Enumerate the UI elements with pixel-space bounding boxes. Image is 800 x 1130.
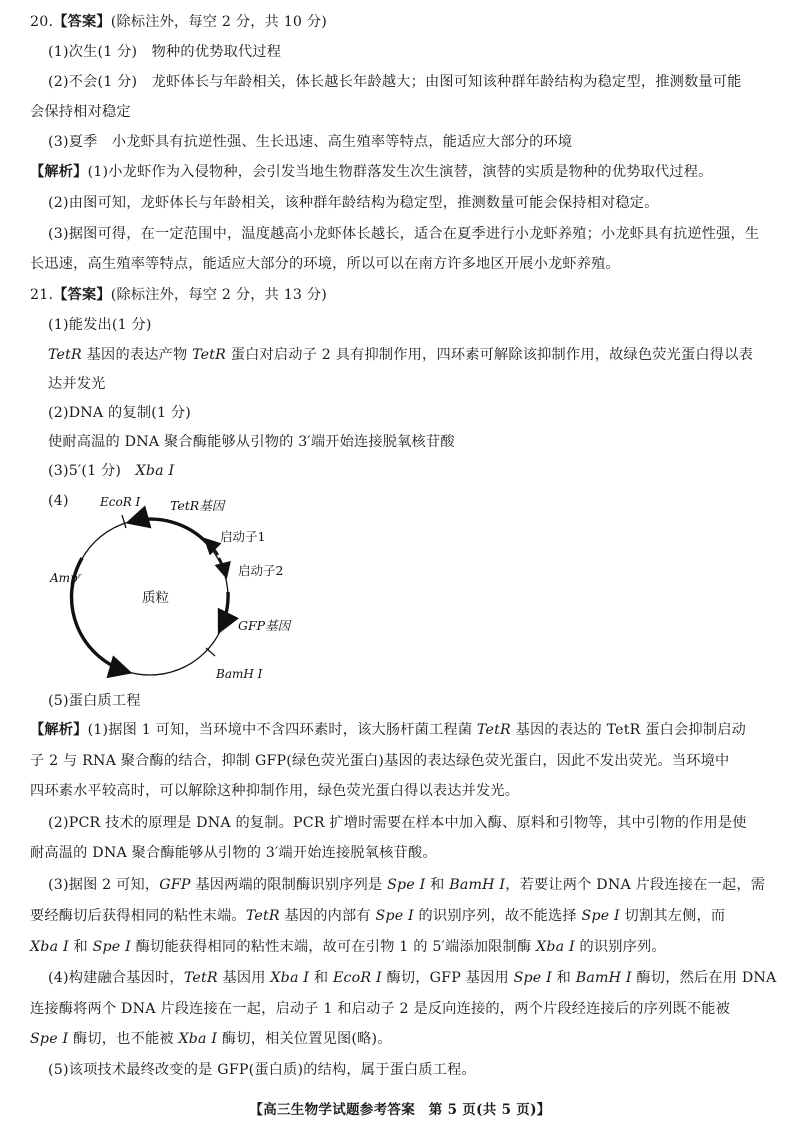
tetr-gene-label: TetR基因	[170, 498, 225, 513]
promoter2-arrow	[219, 558, 226, 576]
q21-answer-1-detail-line1: TetR 基因的表达产物 TetR 蛋白对启动子 2 具有抑制作用，四环素可解除该抑制作用，故绿色荧光蛋白得以表	[48, 347, 753, 363]
page-footer: 【高三生物学试题参考答案 第 5 页(共 5 页)】	[249, 1102, 551, 1118]
q21-explanation-4-line1: (4)构建融合基因时，TetR 基因用 Xba Ⅰ 和 EcoR Ⅰ 酶切，GFP 基因用 Spe Ⅰ 和 BamH Ⅰ 酶切，然后在用 DNA	[48, 970, 777, 986]
q20-heading: 20.【答案】(除标注外，每空 2 分，共 10 分)	[30, 14, 327, 30]
q21-answer-5: (5)蛋白质工程	[48, 693, 141, 709]
promoter2-label: 启动子2	[238, 563, 284, 578]
bamh1-label: BamH Ⅰ	[216, 667, 263, 681]
q21-explanation-1-line3: 四环素水平较高时，可以解除这种抑制作用，绿色荧光蛋白得以表达并发光。	[30, 783, 520, 799]
bamh1-site-tick	[206, 648, 215, 656]
ampr-label: Ampʳ	[50, 571, 82, 585]
plasmid-diagram	[48, 488, 348, 688]
q21-answer-3: (3)5′(1 分) Xba Ⅰ	[48, 463, 175, 479]
q21-explanation-3-line3: Xba Ⅰ 和 Spe Ⅰ 酶切能获得相同的粘性末端，故可在引物 1 的 5′端添加限制酶 Xba Ⅰ 的识别序列。	[30, 939, 666, 955]
q21-answer-1-detail-line2: 达并发光	[48, 376, 106, 392]
q20-answer-1: (1)次生(1 分) 物种的优势取代过程	[48, 44, 282, 60]
q20-answer-2-line2: 会保持相对稳定	[30, 104, 131, 120]
tetr-gene-arc	[130, 519, 208, 544]
q21-explanation-4-line2: 连接酶将两个 DNA 片段连接在一起，启动子 1 和启动子 2 是反向连接的，两个片段经连接后的序列既不能被	[30, 1001, 731, 1017]
gfp-gene-arc	[220, 592, 228, 630]
ecor1-site-tick	[122, 515, 126, 528]
q21-answer-1: (1)能发出(1 分)	[48, 317, 152, 333]
q21-explanation-4-line3: Spe Ⅰ 酶切，也不能被 Xba Ⅰ 酶切，相关位置见图(略)。	[30, 1031, 392, 1047]
gfp-gene-label: GFP基因	[238, 618, 291, 633]
q21-answer-2: (2)DNA 的复制(1 分)	[48, 405, 191, 421]
q20-explanation-3-line2: 长迅速，高生殖率等特点，能适应大部分的环境，所以可以在南方许多地区开展小龙虾养殖。	[30, 256, 620, 272]
q20-explanation-3-line1: (3)据图可得，在一定范围中，温度越高小龙虾体长越长，适合在夏季进行小龙虾养殖；小龙虾具有抗逆性强，生	[48, 226, 760, 242]
q21-explanation-3-line1: (3)据图 2 可知，GFP 基因两端的限制酶识别序列是 Spe Ⅰ 和 BamH Ⅰ，若要让两个 DNA 片段连接在一起，需	[48, 877, 766, 893]
plasmid-center-label: 质粒	[142, 590, 169, 606]
q20-answer-3: (3)夏季 小龙虾具有抗逆性强、生长迅速、高生殖率等特点，能适应大部分的环境	[48, 134, 573, 150]
q20-explanation-2: (2)由图可知，龙虾体长与年龄相关，该种群年龄结构为稳定型，推测数量可能会保持相对稳定。	[48, 195, 659, 211]
promoter1-label: 启动子1	[220, 529, 266, 544]
q20-explanation-1: 【解析】(1)小龙虾作为入侵物种，会引发当地生物群落发生次生演替，演替的实质是物种的优势取代过程。	[30, 164, 713, 180]
q21-explanation-2-line2: 耐高温的 DNA 聚合酶能够从引物的 3′端开始连接脱氧核苷酸。	[30, 845, 437, 861]
q21-explanation-1-line2: 子 2 与 RNA 聚合酶的结合，抑制 GFP(绿色荧光蛋白)基因的表达绿色荧光蛋白，因此不发出荧光。当环境中	[30, 753, 730, 769]
q21-answer-4-label: (4)	[48, 493, 69, 509]
promoter1-arrow	[206, 540, 218, 555]
q21-explanation-3-line2: 要经酶切后获得相同的粘性末端。TetR 基因的内部有 Spe Ⅰ 的识别序列，故不能选择 Spe Ⅰ 切割其左侧，而	[30, 908, 726, 924]
q21-heading: 21.【答案】(除标注外，每空 2 分，共 13 分)	[30, 287, 327, 303]
q21-explanation-2-line1: (2)PCR 技术的原理是 DNA 的复制。PCR 扩增时需要在样本中加入酶、原料和引物等，其中引物的作用是使	[48, 815, 747, 831]
q20-answer-2-line1: (2)不会(1 分) 龙虾体长与年龄相关，体长越长年龄越大；由图可知该种群年龄结构为稳定型，推测数量可能	[48, 74, 742, 90]
q21-explanation-5: (5)该项技术最终改变的是 GFP(蛋白质)的结构，属于蛋白质工程。	[48, 1062, 476, 1078]
q21-explanation-1-line1: 【解析】(1)据图 1 可知，当环境中不含四环素时，该大肠杆菌工程菌 TetR 基因的表达的 TetR 蛋白会抑制启动	[30, 722, 746, 738]
ecor1-label: EcoR Ⅰ	[100, 495, 141, 509]
q21-answer-2-detail: 使耐高温的 DNA 聚合酶能够从引物的 3′端开始连接脱氧核苷酸	[48, 434, 455, 450]
plasmid-svg	[48, 488, 348, 688]
